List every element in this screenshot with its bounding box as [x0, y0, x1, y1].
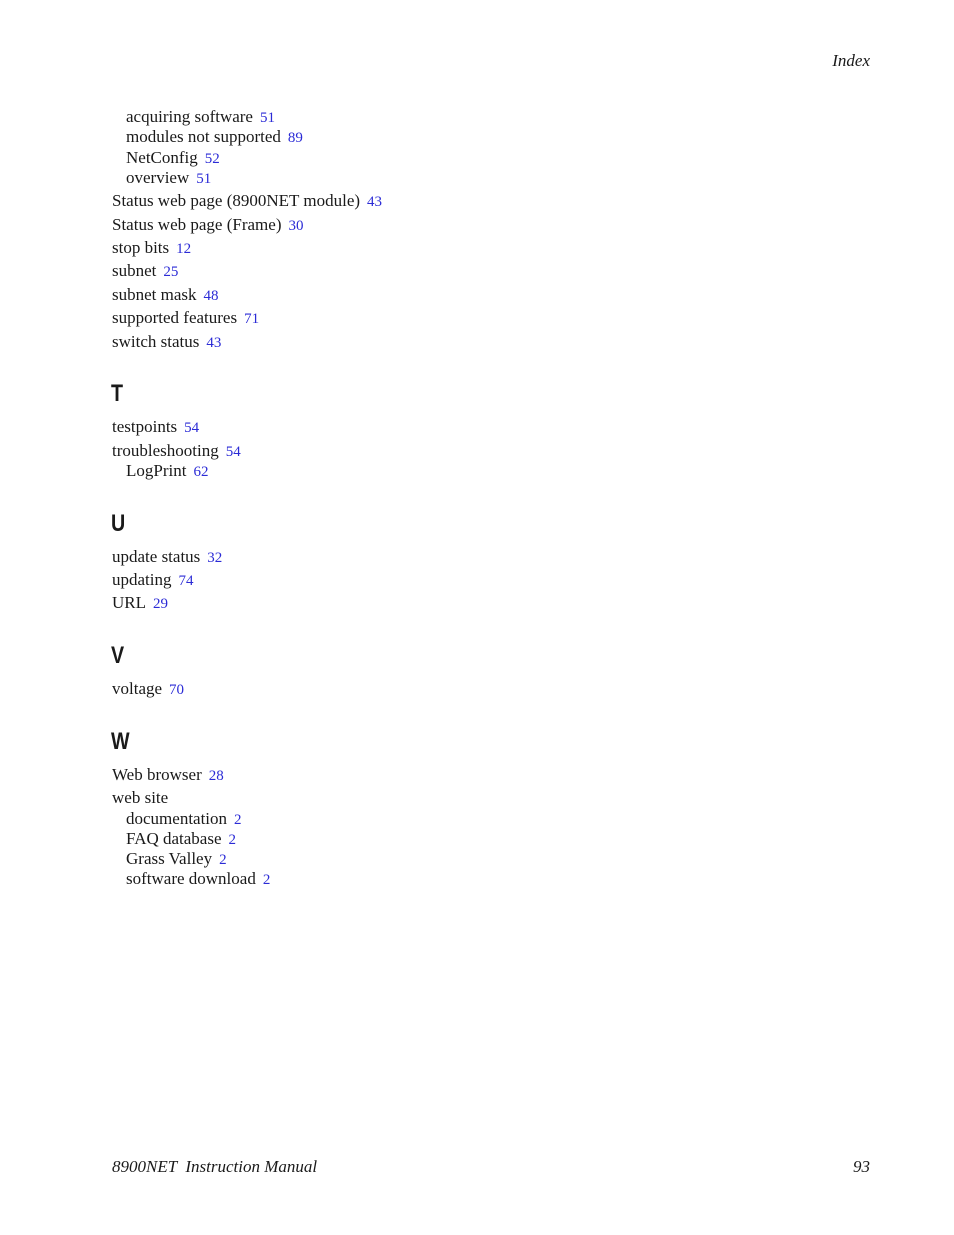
- index-entry: [112, 285, 219, 306]
- page-link[interactable]: 2: [262, 872, 271, 888]
- index-entry: [112, 191, 382, 212]
- index-term: modules not supported: [126, 127, 281, 146]
- index-entry: [126, 148, 220, 169]
- index-term: documentation: [126, 809, 228, 828]
- index-entry: [112, 593, 168, 614]
- page-link[interactable]: 62: [193, 464, 209, 480]
- index-term: voltage: [112, 679, 163, 698]
- page-link[interactable]: 2: [228, 832, 237, 848]
- index-entry: [112, 332, 221, 353]
- page-link[interactable]: 74: [178, 573, 194, 589]
- index-term: Web browser: [112, 765, 202, 784]
- page-link[interactable]: 51: [259, 110, 275, 126]
- index-term: URL: [112, 593, 146, 612]
- index-term: update status: [112, 547, 201, 566]
- page-link[interactable]: 12: [176, 241, 192, 257]
- index-term: Status web page (8900NET module): [112, 191, 361, 210]
- page-link[interactable]: 70: [169, 682, 185, 698]
- index-term: software download: [126, 869, 256, 888]
- footer-manual-title: 8900NET Instruction Manual: [112, 1157, 318, 1176]
- index-entry: [126, 869, 270, 890]
- index-entry: [112, 679, 184, 700]
- index-entry: [126, 849, 227, 870]
- index-entry: [126, 809, 242, 830]
- page-link[interactable]: 30: [288, 218, 304, 234]
- index-term: LogPrint: [126, 461, 187, 480]
- page-link[interactable]: 48: [203, 288, 219, 304]
- index-term: updating: [112, 570, 172, 589]
- index-term: web site: [112, 788, 169, 807]
- index-entry: [126, 107, 275, 128]
- page-link[interactable]: 51: [196, 171, 212, 187]
- page-link[interactable]: 54: [225, 444, 241, 460]
- page-link[interactable]: 71: [244, 311, 260, 327]
- page-link[interactable]: 28: [208, 768, 224, 784]
- page-link[interactable]: 25: [163, 264, 179, 280]
- index-term: troubleshooting: [112, 441, 219, 460]
- page-link[interactable]: 2: [234, 812, 242, 828]
- index-term: subnet: [112, 261, 157, 280]
- index-entry: [112, 570, 194, 591]
- index-entry: [126, 461, 208, 482]
- index-entry: [112, 238, 191, 259]
- index-entry: [126, 168, 211, 189]
- footer-page-number: 93: [853, 1157, 870, 1176]
- index-term: testpoints: [112, 417, 178, 436]
- index-entry: [112, 788, 168, 808]
- section-letter-w: W: [111, 728, 130, 755]
- index-term: overview: [126, 168, 190, 187]
- section-letter-v: V: [111, 642, 125, 669]
- index-entry: [126, 829, 236, 850]
- index-term: supported features: [112, 308, 238, 327]
- index-term: FAQ database: [126, 829, 222, 848]
- index-term: NetConfig: [126, 148, 198, 167]
- section-letter-t: T: [111, 380, 124, 407]
- section-letter-u: U: [111, 510, 126, 537]
- index-term: acquiring software: [126, 107, 253, 126]
- index-term: Status web page (Frame): [112, 215, 282, 234]
- running-header: Index: [832, 51, 870, 70]
- index-entry: [112, 417, 199, 438]
- page-link[interactable]: 54: [184, 420, 200, 436]
- page-link[interactable]: 29: [153, 596, 168, 612]
- index-entry: [112, 261, 178, 282]
- index-entry: [112, 765, 224, 786]
- index-entry: [112, 215, 303, 236]
- page-link[interactable]: 43: [367, 194, 383, 210]
- page-link[interactable]: 2: [219, 852, 227, 868]
- index-entry: [126, 127, 303, 148]
- index-entry: [112, 547, 222, 568]
- page-link[interactable]: 89: [287, 130, 303, 146]
- index-entry: [112, 441, 241, 462]
- index-term: stop bits: [112, 238, 170, 257]
- index-term: subnet mask: [112, 285, 197, 304]
- index-term: Grass Valley: [126, 849, 213, 868]
- index-term: switch status: [112, 332, 200, 351]
- page-link[interactable]: 43: [206, 335, 222, 351]
- index-entry: [112, 308, 259, 329]
- page-link[interactable]: 52: [204, 151, 220, 167]
- page-link[interactable]: 32: [207, 550, 223, 566]
